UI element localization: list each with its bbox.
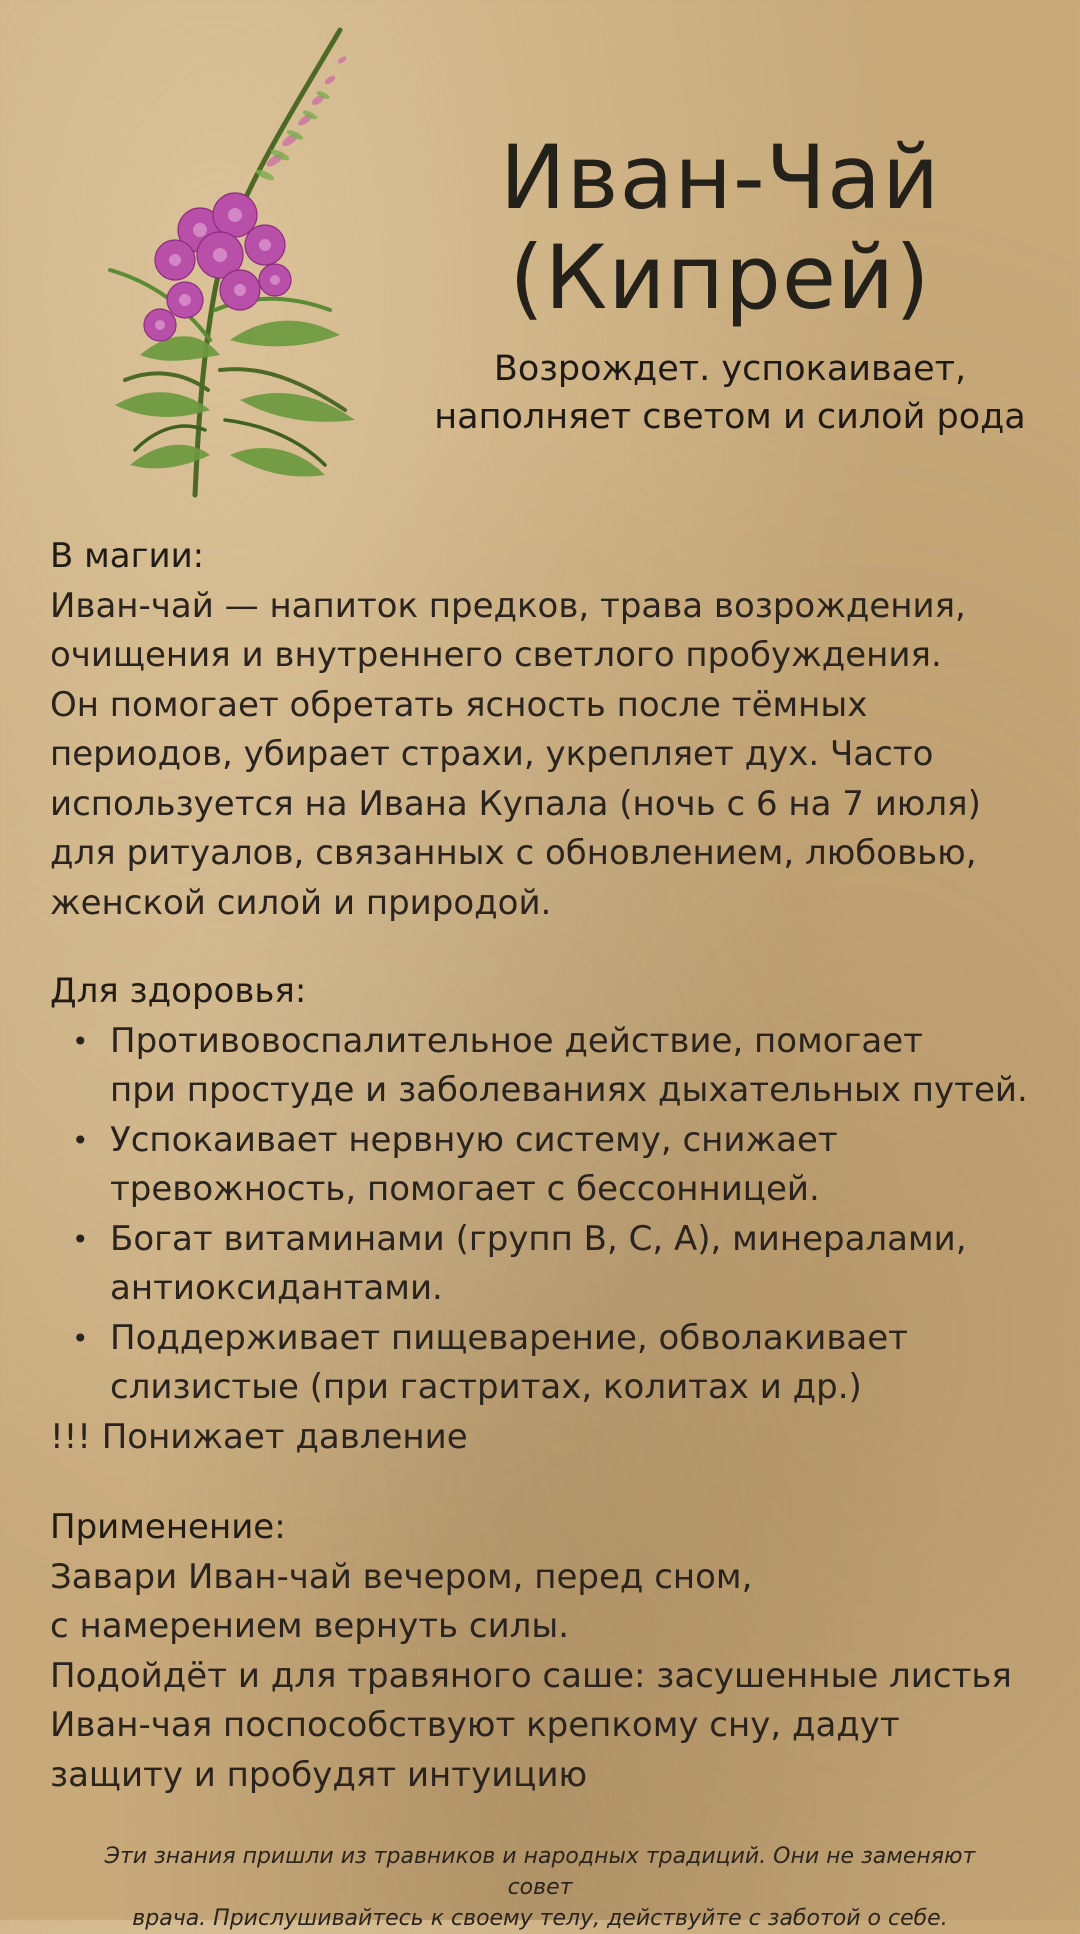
health-list-item [50,1215,1040,1314]
health-item-1-line-2: при простуде и заболеваниях дыхательных путей. [110,1070,1028,1110]
magic-line-5: используется на Ивана Купала (ночь с 6 на 7 июля) [50,783,981,824]
title-line-2: (Кипрей) [509,226,931,329]
magic-line-1: Иван-чай — напиток предков, трава возрождения, [50,585,966,626]
warning-note: !!! Понижает давление [50,1416,468,1457]
footer-note [70,1841,1010,1934]
usage-section [50,1503,1040,1800]
health-section [50,967,1040,1462]
health-list [50,1017,1040,1413]
usage-line-3: Подойдёт и для травяного саше: засушенные листья [50,1655,1012,1696]
page-title [415,128,1025,328]
usage-line-2: с намерением вернуть силы. [50,1606,570,1646]
usage-line-4: Иван-чая поспособствуют крепкому сну, дадут [50,1705,900,1745]
health-item-4-line-2: слизистые (при гастритах, колитах и др.) [110,1367,862,1407]
health-item-1-line-1: • Противовоспалительное действие, помогает [110,1020,923,1061]
health-item-4-line-1: • Поддерживает пищеварение, обволакивает [110,1317,908,1358]
health-item-3-line-1: • Богат витаминами (групп В, С, А), минералами, [110,1218,967,1259]
subtitle-line-1: Возрождет. успокаивает, [493,349,967,389]
magic-line-7: женской силой и природой. [50,882,552,923]
footer-line-2: врача. Прислушивайтесь к своему телу, действуйте с заботой о себе. [132,1906,948,1931]
subtitle [420,345,1040,441]
magic-heading: В магии: [50,536,205,576]
health-item-3-line-2: антиоксидантами. [110,1268,443,1308]
health-list-item [50,1116,1040,1215]
magic-line-2: очищения и внутреннего светлого пробуждения. [50,635,942,675]
magic-line-6: для ритуалов, связанных с обновлением, любовью, [50,833,977,873]
magic-section [50,532,1040,928]
magic-line-4: периодов, убирает страхи, укрепляет дух. Часто [50,734,934,774]
fireweed-flower-illustration [70,10,430,510]
usage-line-5: защиту и пробудят интуицию [50,1754,588,1795]
health-item-2-line-1: • Успокаивает нервную систему, снижает [110,1119,838,1160]
usage-line-1: Завари Иван-чай вечером, перед сном, [50,1556,753,1597]
subtitle-line-2: наполняет светом и силой рода [434,397,1026,437]
usage-heading: Применение: [50,1507,286,1547]
health-heading: Для здоровья: [50,971,307,1011]
magic-line-3: Он помогает обретать ясность после тёмных [50,684,868,725]
health-list-item [50,1314,1040,1413]
title-line-1: Иван-Чай [499,126,941,229]
footer-line-1: Эти знания пришли из травников и народных традиций. Они не заменяют совет [104,1844,976,1900]
health-list-item [50,1017,1040,1116]
health-item-2-line-2: тревожность, помогает с бессонницей. [110,1169,820,1209]
